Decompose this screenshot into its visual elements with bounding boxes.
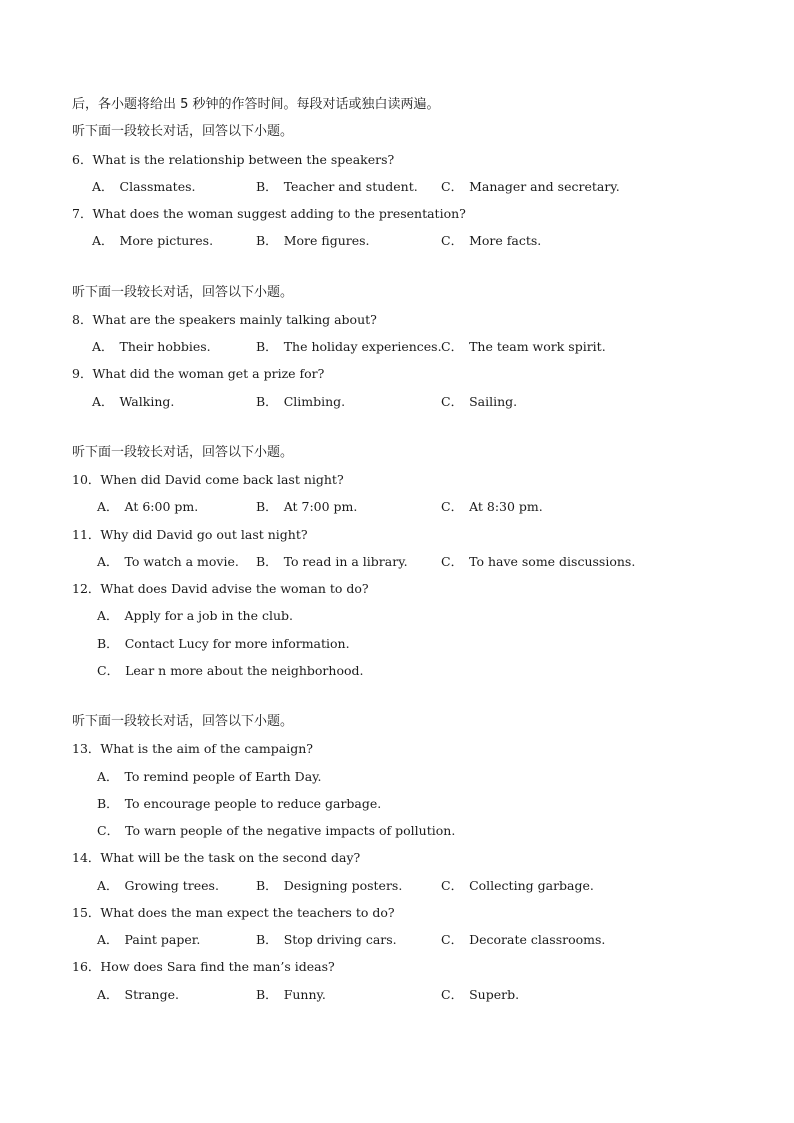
option-c: C． The team work spirit. bbox=[441, 339, 606, 354]
option-b: B． Climbing. bbox=[256, 394, 346, 409]
option-b: B． More figures. bbox=[256, 233, 370, 248]
question-number: 14． bbox=[72, 850, 101, 865]
question-12 bbox=[72, 581, 369, 597]
question-14 bbox=[72, 850, 360, 866]
option-c: C． Sailing. bbox=[441, 394, 518, 409]
section-heading: 听下面一段较长对话，回答以下小题。 bbox=[72, 714, 294, 729]
option-b: B． Designing posters. bbox=[256, 878, 403, 893]
option-c: C． To warn people of the negative impacts of pollution. bbox=[97, 823, 456, 838]
instructions-continuation: 后，各小题将给出 5 秒钟的作答时间。每段对话或独白读两遍。 bbox=[72, 97, 440, 112]
question-number: 13． bbox=[72, 741, 101, 756]
question-number: 6． bbox=[72, 152, 93, 167]
option-a: A． To remind people of Earth Day. bbox=[97, 769, 322, 784]
option-a: A． Walking. bbox=[92, 394, 175, 409]
option-b: B． To read in a library. bbox=[256, 554, 408, 569]
option-c: C． Collecting garbage. bbox=[441, 878, 594, 893]
question-text: What will be the task on the second day? bbox=[100, 850, 361, 865]
section-heading: 听下面一段较长对话，回答以下小题。 bbox=[72, 285, 294, 300]
question-text: When did David come back last night? bbox=[100, 472, 344, 487]
option-c: C． Decorate classrooms. bbox=[441, 932, 606, 947]
question-number: 9． bbox=[72, 366, 93, 381]
question-number: 12． bbox=[72, 581, 101, 596]
question-number: 11． bbox=[72, 527, 101, 542]
option-c: C． More facts. bbox=[441, 233, 542, 248]
question-number: 10． bbox=[72, 472, 101, 487]
option-a: A． At 6:00 pm. bbox=[97, 499, 199, 514]
section-heading: 听下面一段较长对话，回答以下小题。 bbox=[72, 124, 294, 139]
option-b: B． To encourage people to reduce garbage. bbox=[97, 796, 382, 811]
question-10 bbox=[72, 472, 344, 488]
option-b: B． Teacher and student. bbox=[256, 179, 418, 194]
question-text: What are the speakers mainly talking about? bbox=[92, 312, 377, 327]
question-11 bbox=[72, 527, 308, 543]
option-c: C． Manager and secretary. bbox=[441, 179, 620, 194]
section-heading: 听下面一段较长对话，回答以下小题。 bbox=[72, 445, 294, 460]
question-7 bbox=[72, 206, 466, 222]
question-number: 7． bbox=[72, 206, 93, 221]
question-text: What does the woman suggest adding to the presentation? bbox=[92, 206, 466, 221]
option-a: A． Growing trees. bbox=[97, 878, 219, 893]
question-text: What is the aim of the campaign? bbox=[100, 741, 313, 756]
question-text: How does Sara find the man’s ideas? bbox=[100, 959, 335, 974]
question-number: 15． bbox=[72, 905, 101, 920]
question-text: What did the woman get a prize for? bbox=[92, 366, 325, 381]
option-a: A． Strange. bbox=[97, 987, 179, 1002]
question-text: Why did David go out last night? bbox=[100, 527, 308, 542]
question-number: 16． bbox=[72, 959, 101, 974]
question-16 bbox=[72, 959, 335, 975]
option-a: A． Paint paper. bbox=[97, 932, 201, 947]
question-9 bbox=[72, 366, 324, 382]
option-b: B． Funny. bbox=[256, 987, 326, 1002]
option-a: A． Classmates. bbox=[92, 179, 196, 194]
option-b: B． The holiday experiences. bbox=[256, 339, 442, 354]
question-number: 8． bbox=[72, 312, 93, 327]
question-text: What does David advise the woman to do? bbox=[100, 581, 369, 596]
option-c: C． At 8:30 pm. bbox=[441, 499, 543, 514]
option-b: B． Stop driving cars. bbox=[256, 932, 397, 947]
option-b: B． Contact Lucy for more information. bbox=[97, 636, 350, 651]
question-15 bbox=[72, 905, 395, 921]
option-b: B． At 7:00 pm. bbox=[256, 499, 358, 514]
option-a: A． More pictures. bbox=[92, 233, 214, 248]
option-c: C． Lear n more about the neighborhood. bbox=[97, 663, 364, 678]
option-a: A． Apply for a job in the club. bbox=[97, 608, 293, 623]
option-c: C． Superb. bbox=[441, 987, 520, 1002]
question-13 bbox=[72, 741, 313, 757]
question-6 bbox=[72, 152, 394, 168]
option-a: A． Their hobbies. bbox=[92, 339, 211, 354]
question-text: What does the man expect the teachers to do? bbox=[100, 905, 395, 920]
option-a: A． To watch a movie. bbox=[97, 554, 239, 569]
question-text: What is the relationship between the speakers? bbox=[92, 152, 395, 167]
question-8 bbox=[72, 312, 377, 328]
option-c: C． To have some discussions. bbox=[441, 554, 636, 569]
